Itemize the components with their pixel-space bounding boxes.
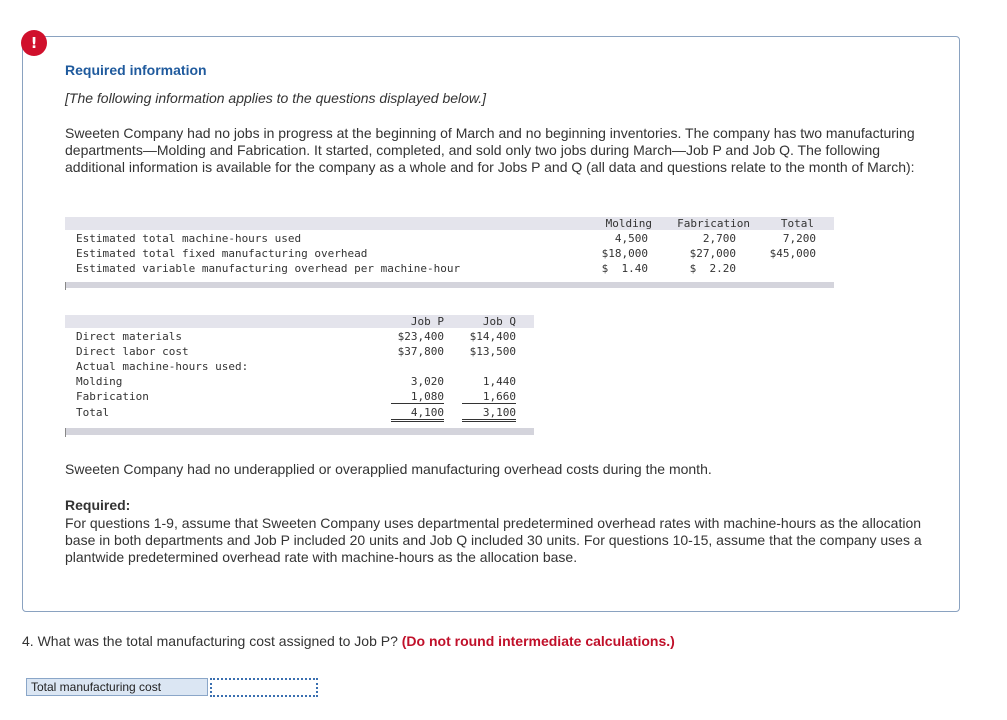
table-footer-edge (65, 282, 66, 290)
table-cell: $ 1.40 (601, 262, 648, 275)
table-cell: $18,000 (601, 247, 648, 260)
table-cell: $37,800 (397, 345, 444, 358)
table-row-label: Direct materials (76, 330, 182, 343)
overhead-note: Sweeten Company had no underapplied or overapplied manufacturing overhead costs during the month. (65, 461, 712, 477)
table-cell: 3,100 (462, 406, 516, 422)
table-row-label: Fabrication (76, 390, 149, 403)
table-row-label: Estimated total machine-hours used (76, 232, 302, 245)
table-row-label: Molding (76, 375, 123, 388)
question-prompt: 4. What was the total manufacturing cost assigned to Job P? (22, 633, 402, 649)
table-cell: $45,000 (769, 247, 816, 260)
table-cell: 2,700 (702, 232, 736, 245)
intro-paragraph: Sweeten Company had no jobs in progress at the beginning of March and no beginning inventories. The company has two manufacturing departments—Molding and Fabrication. It started, completed, and sold only two jobs during March—Job P and Job Q. The following additional information is available for the company as a whole and for Jobs P and Q (all data and questions relate to the month of March): (65, 125, 915, 175)
table-row-label: Estimated total fixed manufacturing overhead (76, 247, 368, 260)
question-hint: (Do not round intermediate calculations.) (401, 633, 675, 649)
table-cell: 7,200 (782, 232, 816, 245)
table-cell: $27,000 (689, 247, 736, 260)
table-row-label: Total (76, 406, 110, 419)
table-footer-edge (65, 428, 66, 437)
table-header-bar (65, 315, 534, 328)
table-cell: 4,500 (614, 232, 648, 245)
col-header-fabrication: Fabrication (677, 217, 750, 230)
col-header-job-q: Job Q (482, 315, 516, 328)
col-header-job-p: Job P (410, 315, 444, 328)
required-body: For questions 1-9, assume that Sweeten Company uses departmental predetermined overhead rates with machine-hours as the allocation base in both departments and Job P included 20 units and Job Q included 30 units. For questions 10-15, assume that the company uses a plantwide predetermined overhead rate with machine-hours as the allocation base. (65, 515, 922, 565)
table-row-label: Estimated variable manufacturing overhead per machine-hour (76, 262, 461, 275)
table-cell: 3,020 (410, 375, 444, 388)
table-footer-bar (65, 428, 534, 435)
table-row-label: Actual machine-hours used: (76, 360, 249, 373)
table-cell: 4,100 (391, 406, 444, 422)
info-note: [The following information applies to the questions displayed below.] (65, 90, 487, 106)
total-manufacturing-cost-input[interactable] (210, 678, 318, 697)
table-cell: 1,660 (462, 390, 516, 404)
col-header-molding: Molding (605, 217, 652, 230)
table-cell: $14,400 (469, 330, 516, 343)
required-heading: Required: (65, 497, 131, 513)
table-cell: 1,440 (482, 375, 516, 388)
table-row-label: Direct labor cost (76, 345, 189, 358)
col-header-total: Total (780, 217, 814, 230)
table-cell: $ 2.20 (689, 262, 736, 275)
required-info-title: Required information (65, 62, 207, 78)
question-text (22, 633, 675, 649)
table-cell: $23,400 (397, 330, 444, 343)
table-footer-bar (65, 282, 834, 288)
table-cell: $13,500 (469, 345, 516, 358)
table-cell: 1,080 (391, 390, 444, 404)
exclamation-icon: ! (21, 30, 47, 56)
answer-label: Total manufacturing cost (26, 678, 208, 696)
